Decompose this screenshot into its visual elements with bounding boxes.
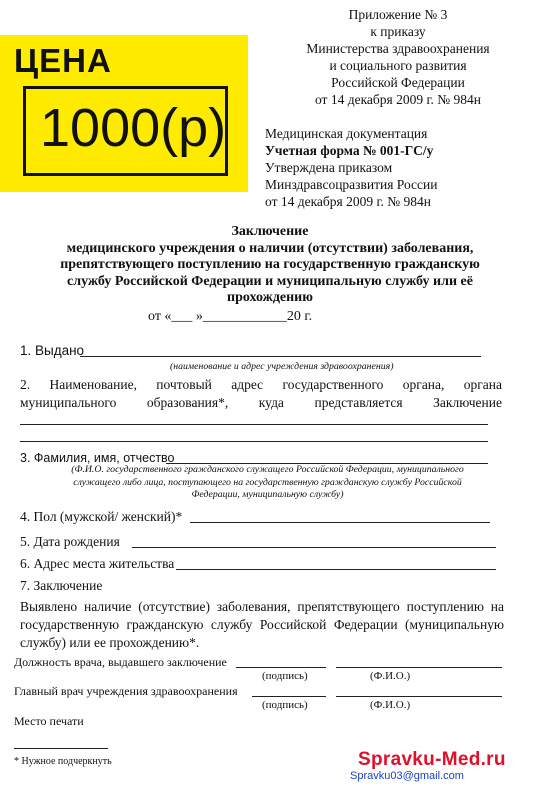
form-info-line: от 14 декабря 2009 г. № 984н [265, 194, 432, 209]
chief-fio-hint: (Ф.И.О.) [370, 699, 411, 711]
field-birthdate-label: 5. Дата рождения [20, 534, 120, 549]
appendix-header [262, 6, 534, 108]
form-info-line: Утверждена приказом [265, 160, 393, 175]
price-label: ЦЕНА [14, 42, 112, 79]
field-address-label: 6. Адрес места жительства [20, 556, 175, 571]
hint-line: Федерации, муниципальную службу) [191, 489, 344, 500]
hint-line: (Ф.И.О. государственного гражданского служащего Российской Федерации, муниципального [71, 464, 464, 475]
doctor-fio-line[interactable] [336, 667, 502, 668]
field-conclusion-label: 7. Заключение [20, 578, 103, 593]
appendix-line: Приложение № 3 [348, 7, 448, 22]
form-info-line: Медицинская документация [265, 126, 428, 141]
form-info [265, 125, 438, 210]
watermark-site: Spravku-Med.ru [358, 749, 506, 770]
form-info-line: Минздравсоцразвития России [265, 177, 438, 192]
seal-place: Место печати [14, 714, 84, 728]
document-title [24, 224, 516, 307]
chief-signature-label: Главный врач учреждения здравоохранения [14, 684, 238, 698]
conclusion-text: государственную гражданскую службу Российской Федерации (муниципальную [20, 617, 504, 632]
title-line: службу Российской Федерации и муниципальную службу или её [67, 273, 473, 289]
appendix-line: к приказу [370, 24, 426, 39]
doctor-signature-hint: (подпись) [262, 670, 308, 682]
field-fullname-label: 3. Фамилия, имя, отчество [20, 451, 175, 465]
doctor-signature-line[interactable] [236, 667, 326, 668]
chief-signature-hint: (подпись) [262, 699, 308, 711]
title-line: препятствующего поступлению на государственную гражданскую [60, 257, 480, 272]
chief-signature-line[interactable] [252, 696, 326, 697]
appendix-line: Российской Федерации [331, 75, 465, 90]
field-birthdate-line[interactable] [132, 547, 496, 548]
field-authority-label: 2. Наименование, почтовый адрес государственного органа, органа [20, 377, 502, 392]
field-gender-line[interactable] [190, 522, 490, 523]
appendix-line: Министерства здравоохранения [306, 41, 490, 56]
form-number: Учетная форма № 001-ГС/у [265, 143, 434, 158]
field-gender-label: 4. Пол (мужской/ женский)* [20, 509, 183, 524]
field-fullname-hint [40, 464, 495, 502]
field-issued-line[interactable] [80, 356, 481, 357]
field-authority-line[interactable] [20, 424, 488, 425]
field-issued-hint: (наименование и адрес учреждения здравоохранения) [170, 361, 394, 372]
date-line: от «___ »____________20 г. [148, 309, 313, 324]
title-line: Заключение [231, 224, 309, 239]
doctor-fio-hint: (Ф.И.О.) [370, 670, 411, 682]
price-value: 1000(р) [40, 98, 227, 158]
price-badge [0, 35, 248, 192]
footnote: * Нужное подчеркнуть [14, 756, 112, 767]
field-authority-line[interactable] [20, 441, 488, 442]
field-authority-label-cont: муниципального образования*, куда представляется Заключение [20, 395, 502, 410]
doctor-signature-label: Должность врача, выдавшего заключение [14, 655, 227, 669]
hint-line: служащего либо лица, поступающего на государственную гражданскую службу Российской [73, 476, 462, 488]
appendix-line: от 14 декабря 2009 г. № 984н [314, 92, 481, 107]
chief-fio-line[interactable] [336, 696, 502, 697]
price-box [23, 86, 228, 176]
conclusion-text: службу) или ее прохождению*. [20, 635, 200, 650]
field-issued-label: 1. Выдано [20, 343, 85, 358]
appendix-line: и социального развития [329, 58, 467, 73]
conclusion-text: Выявлено наличие (отсутствие) заболевания, препятствующего поступлению на [20, 599, 504, 614]
title-line: медицинского учреждения о наличии (отсутствии) заболевания, [66, 240, 474, 256]
watermark-email: Spravku03@gmail.com [350, 770, 464, 782]
title-line: прохождению [227, 290, 313, 305]
footnote-divider [14, 748, 108, 749]
field-address-line[interactable] [176, 569, 496, 570]
